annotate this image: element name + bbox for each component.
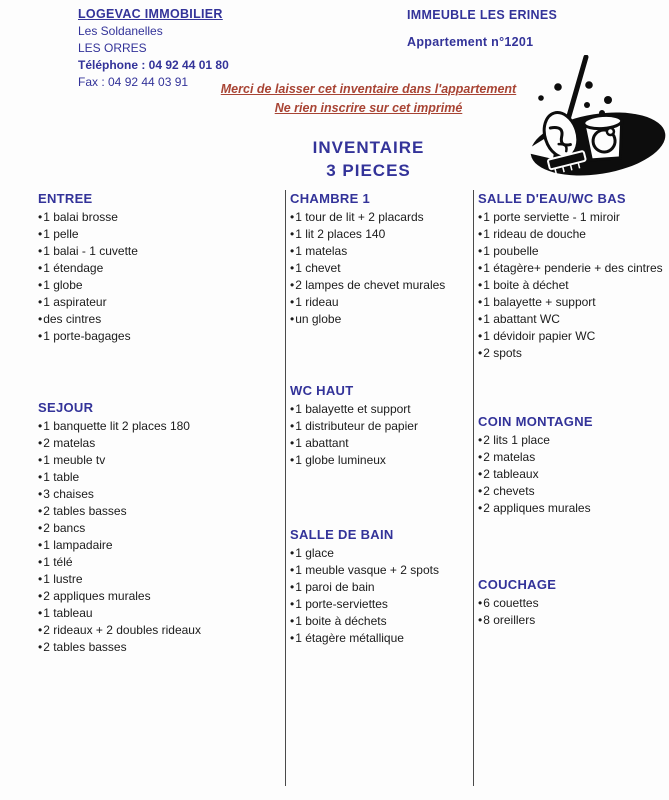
inventory-item xyxy=(38,277,280,294)
agency-name: LOGEVAC IMMOBILIER xyxy=(78,7,223,21)
section-sejour xyxy=(38,400,280,656)
item-text: 2 rideaux + 2 doubles rideaux xyxy=(43,623,201,637)
bullet-icon: • xyxy=(290,244,295,258)
bullet-icon: • xyxy=(38,606,43,620)
item-text: 1 porte serviette - 1 miroir xyxy=(483,210,620,224)
inventory-item xyxy=(38,554,280,571)
agency-phone: Téléphone : 04 92 44 01 80 xyxy=(78,58,229,72)
item-text: 1 pelle xyxy=(43,227,79,241)
section-wc-haut xyxy=(290,383,468,469)
item-list xyxy=(478,432,668,517)
inventory-item xyxy=(290,435,468,452)
section-salle-d-eau-wc-bas xyxy=(478,191,668,362)
inventory-item xyxy=(290,452,468,469)
section-title: WC HAUT xyxy=(290,383,354,398)
bullet-icon: • xyxy=(290,580,295,594)
inventory-item xyxy=(478,311,668,328)
inventory-item xyxy=(290,294,468,311)
inventory-item xyxy=(38,571,280,588)
item-text: 2 spots xyxy=(483,346,522,360)
bullet-icon: • xyxy=(290,436,295,450)
item-text: 1 étagère métallique xyxy=(295,631,404,645)
item-text: 2 lits 1 place xyxy=(483,433,550,447)
item-text: 6 couettes xyxy=(483,596,539,610)
apartment-number: Appartement n°1201 xyxy=(407,35,534,49)
bullet-icon: • xyxy=(478,278,483,292)
bullet-icon: • xyxy=(478,596,483,610)
bullet-icon: • xyxy=(478,433,483,447)
bullet-icon: • xyxy=(38,210,43,224)
inventory-item xyxy=(38,311,280,328)
building-name: IMMEUBLE LES ERINES xyxy=(407,8,558,22)
section-title: COIN MONTAGNE xyxy=(478,414,593,429)
inventory-item xyxy=(478,432,668,449)
inventory-item xyxy=(38,503,280,520)
item-text: 2 matelas xyxy=(43,436,96,450)
inventory-item xyxy=(38,243,280,260)
inventory-item xyxy=(478,466,668,483)
item-text: 1 balai brosse xyxy=(43,210,118,224)
bullet-icon: • xyxy=(38,589,43,603)
item-text: 1 boite à déchet xyxy=(483,278,569,292)
inventory-item xyxy=(38,452,280,469)
bullet-icon: • xyxy=(478,210,483,224)
inventory-item xyxy=(478,209,668,226)
inventory-item xyxy=(478,595,668,612)
bullet-icon: • xyxy=(38,538,43,552)
bullet-icon: • xyxy=(38,244,43,258)
item-text: 1 balayette + support xyxy=(483,295,596,309)
item-text: 1 étendage xyxy=(43,261,104,275)
section-title: SALLE D'EAU/WC BAS xyxy=(478,191,626,206)
inventory-item xyxy=(38,622,280,639)
bullet-icon: • xyxy=(478,312,483,326)
item-text: 1 meuble vasque + 2 spots xyxy=(295,563,439,577)
inventory-item xyxy=(290,579,468,596)
item-text: 1 aspirateur xyxy=(43,295,107,309)
item-text: 1 porte-bagages xyxy=(43,329,131,343)
section-chambre-1 xyxy=(290,191,468,328)
inventory-item xyxy=(290,630,468,647)
bullet-icon: • xyxy=(38,555,43,569)
inventory-item xyxy=(290,613,468,630)
bullet-icon: • xyxy=(290,278,295,292)
bullet-icon: • xyxy=(290,402,295,416)
bullet-icon: • xyxy=(290,419,295,433)
inventory-item xyxy=(38,294,280,311)
item-list xyxy=(478,209,668,362)
inventory-item xyxy=(38,605,280,622)
bullet-icon: • xyxy=(38,470,43,484)
inventory-item xyxy=(478,449,668,466)
bullet-icon: • xyxy=(38,419,43,433)
inventory-item xyxy=(478,226,668,243)
item-text: 1 balai - 1 cuvette xyxy=(43,244,138,258)
inventory-item xyxy=(290,243,468,260)
item-text: 1 rideau de douche xyxy=(483,227,586,241)
inventory-item xyxy=(38,520,280,537)
item-text: 1 paroi de bain xyxy=(295,580,375,594)
bullet-icon: • xyxy=(478,450,483,464)
item-list xyxy=(38,418,280,656)
bullet-icon: • xyxy=(478,227,483,241)
inventory-item xyxy=(290,562,468,579)
item-text: 1 poubelle xyxy=(483,244,539,258)
bullet-icon: • xyxy=(38,312,43,326)
item-text: 2 chevets xyxy=(483,484,535,498)
bullet-icon: • xyxy=(38,640,43,654)
item-text: 1 télé xyxy=(43,555,73,569)
bullet-icon: • xyxy=(38,227,43,241)
item-text: 1 lit 2 places 140 xyxy=(295,227,386,241)
bullet-icon: • xyxy=(478,467,483,481)
item-list xyxy=(290,209,468,328)
notice-line-2: Ne rien inscrire sur cet imprimé xyxy=(274,101,463,115)
item-text: 2 tableaux xyxy=(483,467,539,481)
inventory-item xyxy=(38,435,280,452)
bullet-icon: • xyxy=(290,227,295,241)
bullet-icon: • xyxy=(290,614,295,628)
item-text: 1 abattant xyxy=(295,436,349,450)
bullet-icon: • xyxy=(478,329,483,343)
inventory-item xyxy=(478,483,668,500)
bullet-icon: • xyxy=(290,261,295,275)
inventory-item xyxy=(478,260,668,277)
inventory-item xyxy=(38,588,280,605)
item-text: 1 glace xyxy=(295,546,334,560)
item-text: 3 chaises xyxy=(43,487,94,501)
item-text: un globe xyxy=(295,312,342,326)
item-text: 1 banquette lit 2 places 180 xyxy=(43,419,190,433)
bullet-icon: • xyxy=(290,210,295,224)
bullet-icon: • xyxy=(478,346,483,360)
column-divider-2 xyxy=(473,190,474,786)
item-text: 1 abattant WC xyxy=(483,312,560,326)
item-text: 2 lampes de chevet murales xyxy=(295,278,446,292)
inventory-item xyxy=(290,277,468,294)
item-text: 1 boite à déchets xyxy=(295,614,387,628)
item-text: des cintres xyxy=(43,312,102,326)
bullet-icon: • xyxy=(478,261,483,275)
item-list xyxy=(478,595,668,629)
inventory-item xyxy=(290,311,468,328)
bullet-icon: • xyxy=(478,613,483,627)
bullet-icon: • xyxy=(290,563,295,577)
item-text: 1 table xyxy=(43,470,80,484)
item-list xyxy=(38,209,280,345)
bullet-icon: • xyxy=(38,623,43,637)
page-title-line-1: INVENTAIRE xyxy=(312,138,425,157)
item-text: 2 matelas xyxy=(483,450,536,464)
inventory-item xyxy=(478,243,668,260)
inventory-item xyxy=(38,328,280,345)
bullet-icon: • xyxy=(478,295,483,309)
bullet-icon: • xyxy=(38,521,43,535)
bullet-icon: • xyxy=(38,487,43,501)
agency-fax: Fax : 04 92 44 03 91 xyxy=(78,75,189,89)
item-text: 1 tableau xyxy=(43,606,93,620)
item-text: 1 porte-serviettes xyxy=(295,597,388,611)
item-text: 1 globe lumineux xyxy=(295,453,386,467)
inventory-item xyxy=(290,418,468,435)
section-title: CHAMBRE 1 xyxy=(290,191,370,206)
agency-header xyxy=(78,6,229,91)
item-text: 1 lampadaire xyxy=(43,538,113,552)
item-text: 8 oreillers xyxy=(483,613,536,627)
section-entree xyxy=(38,191,280,345)
item-text: 1 rideau xyxy=(295,295,339,309)
section-title: SALLE DE BAIN xyxy=(290,527,394,542)
bullet-icon: • xyxy=(478,244,483,258)
bullet-icon: • xyxy=(478,484,483,498)
item-text: 2 appliques murales xyxy=(483,501,591,515)
inventory-item xyxy=(290,226,468,243)
item-text: 1 lustre xyxy=(43,572,83,586)
bullet-icon: • xyxy=(38,295,43,309)
bullet-icon: • xyxy=(290,295,295,309)
inventory-item xyxy=(38,639,280,656)
item-text: 1 balayette et support xyxy=(295,402,411,416)
bullet-icon: • xyxy=(290,631,295,645)
inventory-item xyxy=(478,345,668,362)
inventory-item xyxy=(478,294,668,311)
inventory-item xyxy=(290,545,468,562)
item-text: 1 étagère+ penderie + des cintres xyxy=(483,261,663,275)
section-title: ENTREE xyxy=(38,191,93,206)
item-text: 1 tour de lit + 2 placards xyxy=(295,210,424,224)
bullet-icon: • xyxy=(38,504,43,518)
inventory-item xyxy=(290,209,468,226)
page-title-line-2: 3 PIECES xyxy=(326,161,411,180)
inventory-item xyxy=(38,537,280,554)
agency-residence: Les Soldanelles xyxy=(78,24,163,38)
item-list xyxy=(290,545,468,647)
inventory-item xyxy=(290,596,468,613)
item-text: 1 meuble tv xyxy=(43,453,106,467)
bullet-icon: • xyxy=(290,597,295,611)
inventory-item xyxy=(478,277,668,294)
item-text: 1 chevet xyxy=(295,261,341,275)
item-text: 2 bancs xyxy=(43,521,86,535)
column-divider-1 xyxy=(285,190,286,786)
cleaning-mop-bucket-icon xyxy=(523,55,668,185)
section-salle-de-bain xyxy=(290,527,468,647)
inventory-item xyxy=(38,418,280,435)
inventory-item xyxy=(478,500,668,517)
item-list xyxy=(290,401,468,469)
inventory-item xyxy=(38,260,280,277)
notice-line-1: Merci de laisser cet inventaire dans l'appartement xyxy=(220,82,517,96)
item-text: 1 globe xyxy=(43,278,83,292)
bullet-icon: • xyxy=(38,278,43,292)
inventory-item xyxy=(38,209,280,226)
section-coin-montagne xyxy=(478,414,668,517)
bullet-icon: • xyxy=(38,436,43,450)
item-text: 1 distributeur de papier xyxy=(295,419,418,433)
inventory-item xyxy=(290,260,468,277)
bullet-icon: • xyxy=(38,453,43,467)
bullet-icon: • xyxy=(478,501,483,515)
item-text: 2 appliques murales xyxy=(43,589,151,603)
building-header xyxy=(407,8,557,49)
inventory-item xyxy=(290,401,468,418)
section-title: COUCHAGE xyxy=(478,577,557,592)
bullet-icon: • xyxy=(290,312,295,326)
bullet-icon: • xyxy=(290,546,295,560)
inventory-item xyxy=(478,328,668,345)
inventory-item xyxy=(38,226,280,243)
inventory-item xyxy=(38,469,280,486)
bullet-icon: • xyxy=(38,572,43,586)
section-title: SEJOUR xyxy=(38,400,94,415)
bullet-icon: • xyxy=(290,453,295,467)
agency-city: LES ORRES xyxy=(78,41,147,55)
item-text: 1 matelas xyxy=(295,244,348,258)
item-text: 1 dévidoir papier WC xyxy=(483,329,596,343)
inventory-item xyxy=(38,486,280,503)
item-text: 2 tables basses xyxy=(43,504,127,518)
bullet-icon: • xyxy=(38,261,43,275)
section-couchage xyxy=(478,577,668,629)
bullet-icon: • xyxy=(38,329,43,343)
inventory-item xyxy=(478,612,668,629)
item-text: 2 tables basses xyxy=(43,640,127,654)
